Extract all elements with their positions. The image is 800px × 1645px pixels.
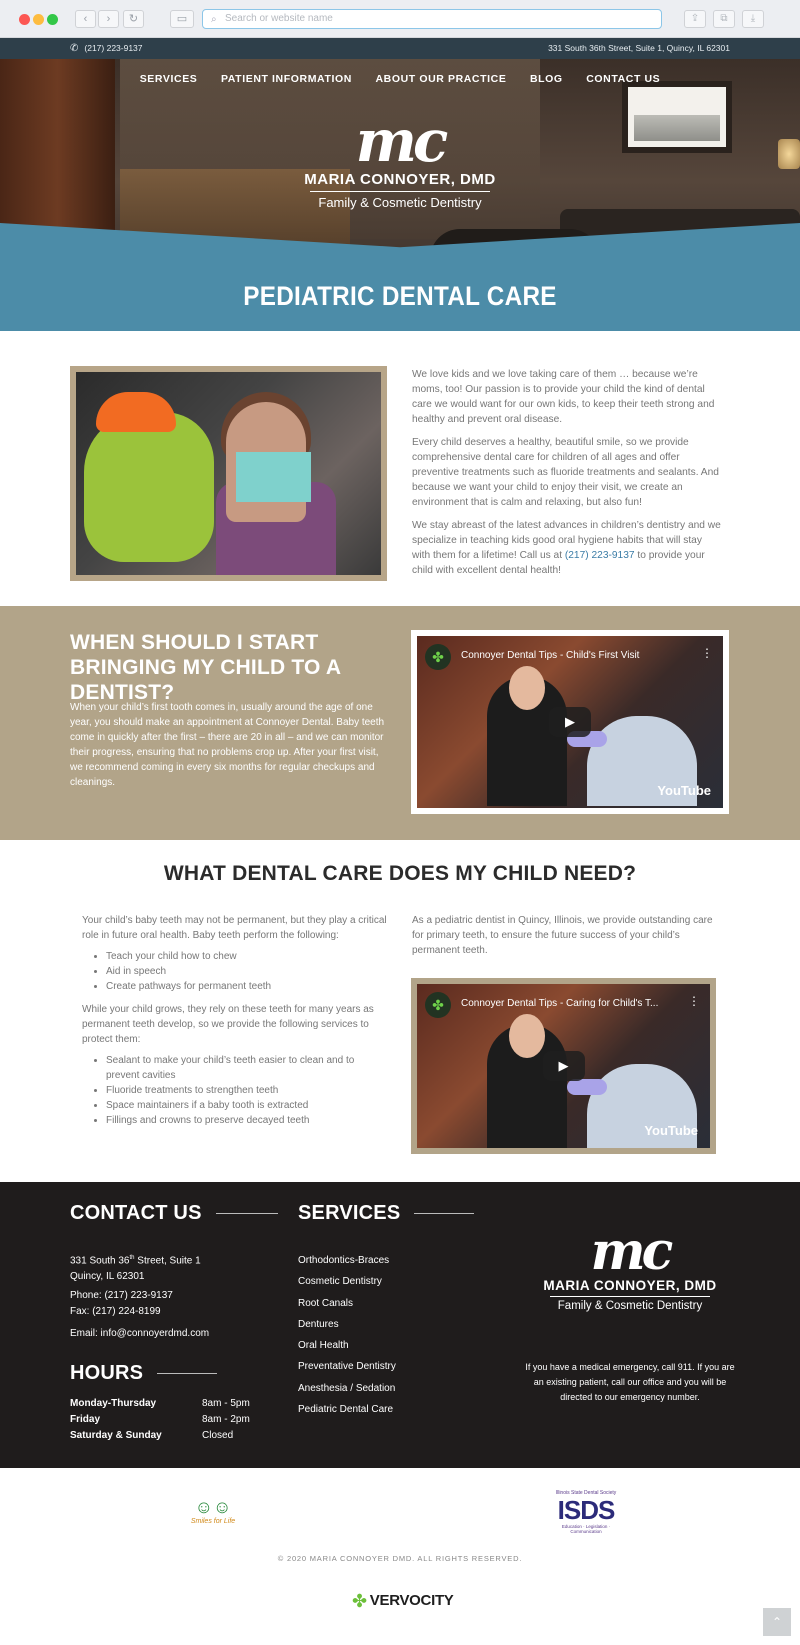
hours-heading: HOURS	[70, 1362, 217, 1385]
list-item: • Fluoride treatments to strengthen teeth	[106, 1083, 387, 1098]
list-item: • Aid in speech	[106, 964, 387, 979]
intro-paragraph-1: We love kids and we love taking care of them … because we’re moms, too! Our passion is to provide your child the kind of dental care we would want for our own kids, to keep their teeth strong and healthy and prevent oral disease.	[412, 369, 715, 425]
logo-name: MARIA CONNOYER, DMD	[304, 171, 496, 188]
topbar-address: 331 South 36th Street, Suite 1, Quincy, IL 62301	[548, 43, 730, 53]
intro-text	[412, 367, 722, 586]
footer-service-link[interactable]: Root Canals	[298, 1297, 354, 1309]
hours-table	[70, 1396, 250, 1444]
tabs-button[interactable]: ⧉	[713, 10, 735, 28]
downloads-button[interactable]: ⤓	[742, 10, 764, 28]
list-item: • Fillings and crowns to preserve decayed teeth	[106, 1113, 387, 1128]
logo-monogram: mc	[590, 1221, 670, 1282]
hero-blue-band	[0, 223, 800, 331]
care-left-column	[82, 913, 387, 1136]
logo-monogram: mc	[355, 107, 445, 175]
close-window-button[interactable]	[19, 14, 30, 25]
hours-row: Monday-Thursday 8am - 5pm	[70, 1398, 250, 1409]
more-options-icon[interactable]: ⋮	[701, 646, 713, 660]
smiles-for-life-logo[interactable]: ☺☺ Smiles for Life	[183, 1496, 243, 1536]
sidebar-toggle-button[interactable]: ▭	[170, 10, 194, 28]
footer-services-list	[298, 1250, 396, 1420]
first-visit-heading: WHEN SHOULD I START BRINGING MY CHILD TO A DENTIST?	[70, 631, 341, 704]
list-item: • Create pathways for permanent teeth	[106, 979, 387, 994]
footer-service-link[interactable]: Cosmetic Dentistry	[298, 1276, 382, 1288]
care-paragraph-2: While your child grows, they rely on these teeth for many years as permanent teeth develop, so we provide the following services to protect them:	[82, 1004, 374, 1045]
minimize-window-button[interactable]	[33, 14, 44, 25]
channel-logo-icon: ✤	[425, 644, 451, 670]
play-button[interactable]: ▶	[543, 1051, 585, 1081]
reload-button[interactable]: ↻	[123, 10, 144, 28]
video-caring-for-child-teeth[interactable]	[411, 978, 716, 1154]
nav-about-our-practice[interactable]: ABOUT OUR PRACTICE	[375, 73, 507, 85]
nav-services[interactable]: SERVICES	[139, 73, 198, 85]
back-button[interactable]: ‹	[75, 10, 96, 28]
care-paragraph-1: Your child’s baby teeth may not be permanent, but they play a critical role in future oral health. Baby teeth perform the following:	[82, 915, 387, 941]
address-bar[interactable]	[202, 9, 662, 29]
youtube-logo: YouTube	[657, 783, 711, 798]
logo-name: MARIA CONNOYER, DMD	[543, 1278, 717, 1293]
kids-icon: ☺☺	[194, 1497, 232, 1517]
browser-toolbar	[0, 0, 800, 38]
play-button[interactable]: ▶	[549, 707, 591, 737]
child-with-dinosaur-photo	[70, 366, 387, 581]
phone-icon: ✆	[70, 43, 79, 54]
address-placeholder: Search or website name	[225, 13, 333, 24]
nav-contact-us[interactable]: CONTACT US	[586, 73, 661, 85]
nav-blog[interactable]: BLOG	[529, 73, 563, 85]
footer-service-link[interactable]: Anesthesia / Sedation	[298, 1382, 396, 1394]
vervocity-mark-icon: ✤	[352, 1591, 367, 1611]
services-heading: SERVICES	[298, 1202, 474, 1225]
topbar-phone[interactable]	[70, 43, 143, 54]
intro-paragraph-2: Every child deserves a healthy, beautiful smile, so we provide comprehensive dental care for children of all ages and offer preventive treatments such as fluoride treatments and sealants. And because we want your child to enjoy their visit, we create an environment that is calm and relaxing, but also fun!	[412, 437, 719, 508]
logo-divider	[550, 1296, 710, 1297]
maximize-window-button[interactable]	[47, 14, 58, 25]
footer-phone-fax	[70, 1288, 173, 1320]
copyright: © 2020 MARIA CONNOYER DMD. ALL RIGHTS RESERVED.	[277, 1554, 523, 1563]
topbar-phone-text: (217) 223-9137	[84, 43, 143, 53]
youtube-logo: YouTube	[644, 1123, 698, 1138]
contact-heading: CONTACT US	[70, 1202, 278, 1225]
share-button[interactable]: ⇪	[684, 10, 706, 28]
video-title: Connoyer Dental Tips - Caring for Child's T...	[461, 998, 659, 1009]
care-heading: WHAT DENTAL CARE DOES MY CHILD NEED?	[163, 862, 637, 885]
page-title: PEDIATRIC DENTAL CARE	[243, 281, 557, 311]
logo-divider	[310, 191, 490, 192]
hero-photo-lamp	[778, 139, 800, 169]
isds-logo[interactable]: Illinois State Dental Society ISDS Education · Legislation · Communication	[555, 1490, 617, 1534]
site-logo[interactable]	[280, 107, 520, 210]
baby-teeth-list	[106, 949, 387, 994]
footer-logo[interactable]	[530, 1221, 730, 1312]
hours-row: Saturday & Sunday Closed	[70, 1430, 234, 1441]
logo-tagline: Family & Cosmetic Dentistry	[318, 195, 482, 210]
more-options-icon[interactable]: ⋮	[688, 994, 700, 1008]
footer-service-link[interactable]: Orthodontics-Braces	[298, 1255, 390, 1266]
list-item: • Space maintainers if a baby tooth is extracted	[106, 1098, 387, 1113]
footer-email[interactable]: Email: info@connoyerdmd.com	[70, 1328, 210, 1339]
video-title: Connoyer Dental Tips - Child's First Visit	[461, 650, 640, 661]
care-right-paragraph: As a pediatric dentist in Quincy, Illinois, we provide outstanding care for primary teeth, to ensure the future success of your child’s permanent teeth.	[412, 915, 713, 956]
list-item: • Teach your child how to chew	[106, 949, 387, 964]
first-visit-text: When your child’s first tooth comes in, usually around the age of one year, you should make an appointment at Connoyer Dental. Baby teeth come in quickly after the first – there are 20 in all – and we can monitor their progress, ensuring that no problems crop up. After your first visit, we recommend coming in every six months for regular checkups and cleanings.	[70, 702, 385, 788]
services-list	[106, 1053, 387, 1128]
logo-tagline: Family & Cosmetic Dentistry	[557, 1300, 703, 1312]
hero-photo-frame	[622, 81, 732, 153]
footer-fax: Fax: (217) 224-8199	[70, 1306, 161, 1317]
emergency-notice: If you have a medical emergency, call 911. If you are an existing patient, call our office and you will be directed to our emergency number.	[525, 1362, 735, 1402]
channel-logo-icon: ✤	[425, 992, 451, 1018]
intro-paragraph-3: We stay abreast of the latest advances in children’s dentistry and we specialize in teaching kids good oral hygiene habits that will stay with them for a lifetime! Call us at (217) 223-9137 to provide your child with excellent dental health!	[412, 520, 721, 576]
site-footer	[0, 1182, 800, 1468]
main-nav	[0, 73, 800, 85]
footer-service-link[interactable]: Preventative Dentistry	[298, 1361, 396, 1373]
nav-patient-information[interactable]: PATIENT INFORMATION	[220, 73, 352, 85]
hours-row: Friday 8am - 2pm	[70, 1414, 250, 1425]
search-icon: ⌕	[211, 14, 217, 25]
footer-service-link[interactable]: Oral Health	[298, 1340, 349, 1352]
scroll-to-top-button[interactable]: ⌃	[763, 1608, 791, 1636]
call-phone-link[interactable]: (217) 223-9137	[564, 550, 635, 561]
footer-service-link[interactable]: Pediatric Dental Care	[298, 1404, 394, 1416]
top-info-bar	[0, 38, 800, 59]
list-item: • Sealant to make your child’s teeth easier to clean and to prevent cavities	[106, 1053, 387, 1083]
footer-address: 331 South 36th Street, Suite 1 Quincy, IL 62301	[70, 1255, 201, 1283]
video-child-first-visit[interactable]	[411, 630, 729, 814]
vervocity-logo[interactable]: ✤ VERVOCITY	[352, 1591, 454, 1611]
footer-service-link[interactable]: Dentures	[298, 1318, 339, 1330]
hero-banner	[0, 59, 800, 331]
footer-phone[interactable]: Phone: (217) 223-9137	[70, 1290, 173, 1301]
forward-button[interactable]: ›	[98, 10, 119, 28]
